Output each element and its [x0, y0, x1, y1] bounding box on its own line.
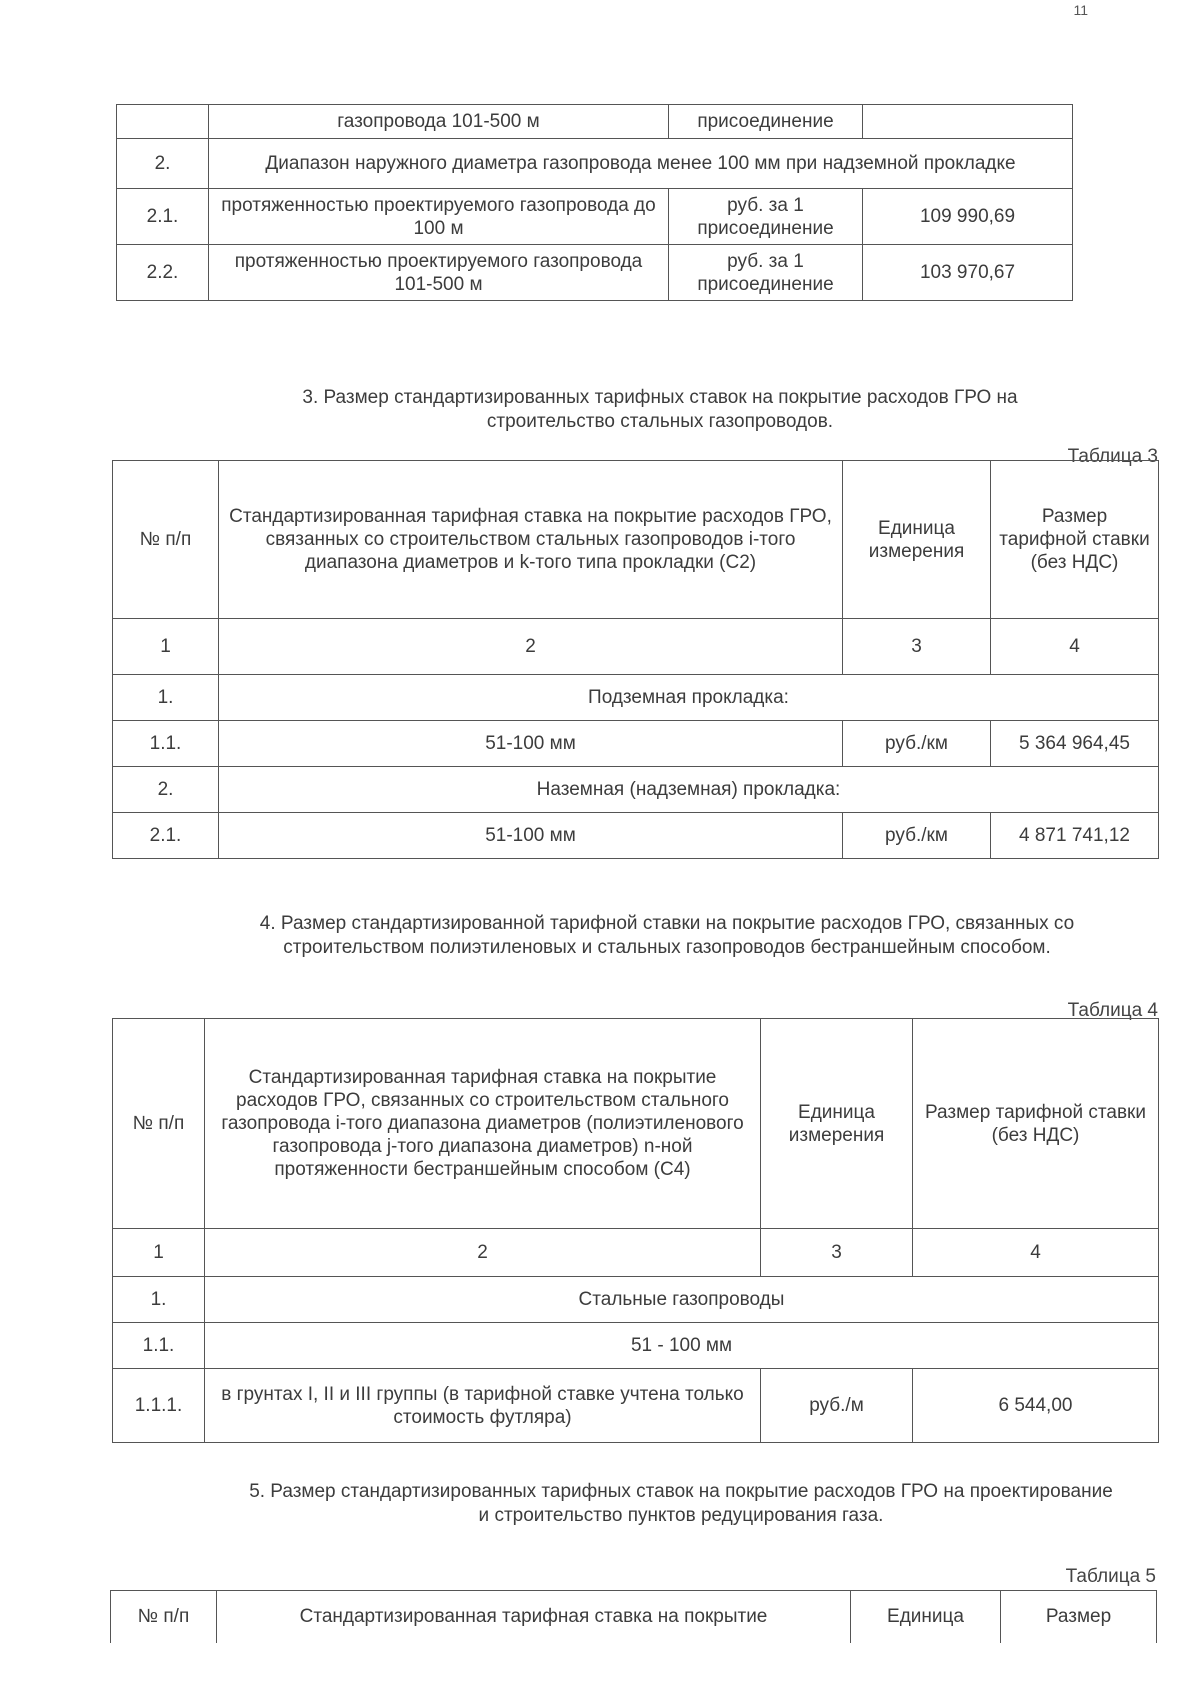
cell: Подземная прокладка:: [219, 675, 1159, 721]
cell: 1: [113, 619, 219, 675]
cell: 51-100 мм: [219, 721, 843, 767]
header-cell: Стандартизированная тарифная ставка на покрытие: [217, 1591, 851, 1643]
cell: Диапазон наружного диаметра газопровода менее 100 мм при надземной прокладке: [209, 139, 1073, 189]
section-4-title: 4. Размер стандартизированной тарифной ставки на покрытие расходов ГРО, связанных со строительством полиэтиленовых и стальных газопроводов бестраншейным способом.: [259, 913, 1075, 958]
table-row: [113, 767, 1159, 813]
cell: 3: [761, 1229, 913, 1277]
cell: 2.2.: [117, 245, 209, 301]
cell: 1.1.1.: [113, 1369, 205, 1443]
page-number: 11: [1073, 2, 1088, 18]
cell: руб./км: [843, 721, 991, 767]
cell: 51-100 мм: [219, 813, 843, 859]
cell: 1.: [113, 675, 219, 721]
cell: 51 - 100 мм: [205, 1323, 1159, 1369]
table-row: [113, 1277, 1159, 1323]
table-row: [113, 1323, 1159, 1369]
header-cell: Единица измерения: [761, 1019, 913, 1229]
table-5: [110, 1590, 1157, 1643]
cell: в грунтах I, II и III группы (в тарифной ставке учтена только стоимость футляра): [205, 1369, 761, 1443]
section-3-title: 3. Размер стандартизированных тарифных ставок на покрытие расходов ГРО на строительство стальных газопроводов.: [302, 387, 1018, 432]
header-cell: Размер: [1001, 1591, 1157, 1643]
cell: газопровода 101-500 м: [209, 105, 669, 139]
table-row: [113, 1229, 1159, 1277]
section-5-title: 5. Размер стандартизированных тарифных ставок на покрытие расходов ГРО на проектирование и строительство пунктов редуцирования газа.: [249, 1481, 1113, 1526]
table-3-caption: Таблица 3: [1067, 446, 1158, 467]
cell: 2.1.: [117, 189, 209, 245]
table-row: [113, 675, 1159, 721]
cell: [863, 105, 1073, 139]
header-cell: № п/п: [111, 1591, 217, 1643]
table-row: [117, 189, 1073, 245]
cell: 2.1.: [113, 813, 219, 859]
cell: Стальные газопроводы: [205, 1277, 1159, 1323]
header-cell: Единица измерения: [843, 461, 991, 619]
cell: 109 990,69: [863, 189, 1073, 245]
cell: 4: [991, 619, 1159, 675]
cell: 103 970,67: [863, 245, 1073, 301]
table-4-caption: Таблица 4: [1067, 1000, 1158, 1021]
cell: [117, 105, 209, 139]
cell: 1.1.: [113, 721, 219, 767]
header-cell: Стандартизированная тарифная ставка на покрытие расходов ГРО, связанных со строительством стального газопровода i-того диапазона диаметров (полиэтиленового газопровода j-того диапазона диаметров) n-ной протяженности бестраншейным способом (С4): [205, 1019, 761, 1229]
table-row: [113, 1369, 1159, 1443]
table-row: [117, 245, 1073, 301]
cell: присоединение: [669, 105, 863, 139]
table-header-row: [113, 1019, 1159, 1229]
header-cell: № п/п: [113, 461, 219, 619]
cell: 1.1.: [113, 1323, 205, 1369]
cell: Наземная (надземная) прокладка:: [219, 767, 1159, 813]
cell: руб. за 1 присоединение: [669, 189, 863, 245]
cell: 2: [219, 619, 843, 675]
table-row: [113, 813, 1159, 859]
cell: протяженностью проектируемого газопровода до 100 м: [209, 189, 669, 245]
cell: 2: [205, 1229, 761, 1277]
cell: руб./м: [761, 1369, 913, 1443]
cell: руб. за 1 присоединение: [669, 245, 863, 301]
cell: протяженностью проектируемого газопровода 101-500 м: [209, 245, 669, 301]
table-header-row: [113, 461, 1159, 619]
table-row: [113, 619, 1159, 675]
cell: 2.: [117, 139, 209, 189]
table-header-row: [111, 1591, 1157, 1643]
header-cell: № п/п: [113, 1019, 205, 1229]
table-5-caption: Таблица 5: [1065, 1566, 1156, 1587]
cell: 6 544,00: [913, 1369, 1159, 1443]
table-row: [113, 721, 1159, 767]
header-cell: Размер тарифной ставки (без НДС): [913, 1019, 1159, 1229]
cell: 2.: [113, 767, 219, 813]
cell: 1.: [113, 1277, 205, 1323]
table-row: [117, 139, 1073, 189]
cell: 4 871 741,12: [991, 813, 1159, 859]
table-row: [117, 105, 1073, 139]
cell: 4: [913, 1229, 1159, 1277]
header-cell: Единица: [851, 1591, 1001, 1643]
table-2-fragment: [116, 104, 1073, 301]
table-4: [112, 1018, 1159, 1443]
cell: 5 364 964,45: [991, 721, 1159, 767]
cell: руб./км: [843, 813, 991, 859]
cell: 3: [843, 619, 991, 675]
table-3: [112, 460, 1159, 859]
header-cell: Стандартизированная тарифная ставка на покрытие расходов ГРО, связанных со строительством стальных газопроводов i-того диапазона диаметров и k-того типа прокладки (С2): [219, 461, 843, 619]
header-cell: Размер тарифной ставки (без НДС): [991, 461, 1159, 619]
cell: 1: [113, 1229, 205, 1277]
